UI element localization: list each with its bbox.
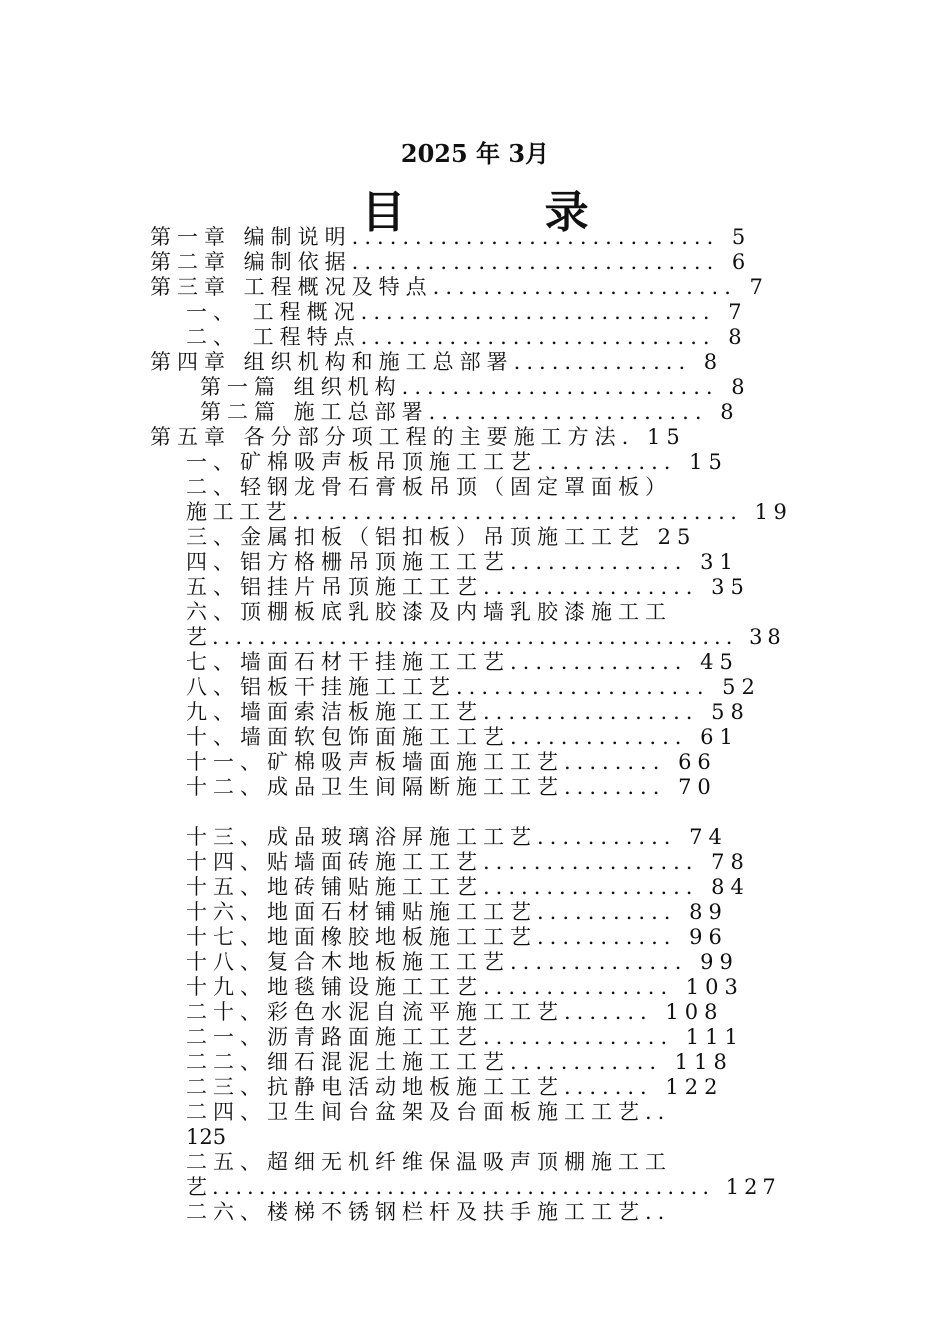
toc-entry[interactable]: 十五、地砖铺贴施工工艺................. 84: [186, 875, 750, 899]
toc-entry[interactable]: 九、墙面索洁板施工工艺................. 58: [186, 700, 750, 724]
toc-entry[interactable]: 二、轻钢龙骨石膏板吊顶（固定罩面板）: [186, 475, 672, 499]
toc-entry[interactable]: 第一篇 组织机构......................... 8: [200, 375, 751, 399]
toc-entry[interactable]: 二三、抗静电活动地板施工工艺....... 122: [186, 1075, 724, 1099]
toc-entry[interactable]: 十二、成品卫生间隔断施工工艺........ 70: [186, 775, 717, 799]
toc-entry[interactable]: 十八、复合木地板施工工艺.............. 99: [186, 950, 739, 974]
toc-entry[interactable]: 125: [186, 1125, 227, 1149]
toc-entry[interactable]: 十三、成品玻璃浴屏施工工艺........... 74: [186, 825, 728, 849]
toc-entry[interactable]: 第四章 组织机构和施工总部署.............. 8: [150, 350, 724, 374]
toc-entry[interactable]: 四、铝方格栅吊顶施工工艺.............. 31: [186, 550, 739, 574]
toc-entry[interactable]: 二五、超细无机纤维保温吸声顶棚施工工: [186, 1150, 672, 1174]
toc-entry[interactable]: 五、铝挂片吊顶施工工艺................. 35: [186, 575, 750, 599]
toc-entry[interactable]: 六、顶棚板底乳胶漆及内墙乳胶漆施工工: [186, 600, 672, 624]
toc-entry[interactable]: 十、墙面软包饰面施工工艺.............. 61: [186, 725, 739, 749]
toc-entry[interactable]: 八、铝板干挂施工工艺.................... 52: [186, 675, 761, 699]
toc-entry[interactable]: 第二篇 施工总部署...................... 8: [200, 400, 740, 424]
toc-entry[interactable]: 第三章 工程概况及特点........................ 7: [150, 275, 769, 299]
toc-entry[interactable]: 十七、地面橡胶地板施工工艺........... 96: [186, 925, 728, 949]
toc-entry[interactable]: 十四、贴墙面砖施工工艺................. 78: [186, 850, 750, 874]
date-line: 2025 年 3月: [400, 139, 550, 168]
toc-entry[interactable]: 十九、地毯铺设施工工艺............... 103: [186, 975, 744, 999]
toc-entry[interactable]: 二二、细石混泥土施工工艺............ 118: [186, 1050, 733, 1074]
toc-entry[interactable]: 艺............................................. 38: [186, 625, 786, 649]
toc-entry[interactable]: 第一章 编制说明............................. 5: [150, 225, 752, 249]
toc-entry[interactable]: 二十、彩色水泥自流平施工工艺....... 108: [186, 1000, 724, 1024]
toc-entry[interactable]: 七、墙面石材干挂施工工艺.............. 45: [186, 650, 739, 674]
toc-entry[interactable]: 二、 工程特点............................ 8: [186, 325, 748, 349]
toc-entry[interactable]: 二一、沥青路面施工工艺............... 111: [186, 1025, 744, 1049]
toc-entry[interactable]: 二四、卫生间台盆架及台面板施工工艺..: [186, 1100, 671, 1124]
toc-heading: 目 录: [361, 187, 651, 238]
toc-entry[interactable]: 第二章 编制依据............................. 6: [150, 250, 752, 274]
toc-entry[interactable]: 施工工艺..................................... 19: [186, 500, 793, 524]
toc-entry[interactable]: 十六、地面石材铺贴施工工艺........... 89: [186, 900, 728, 924]
toc-entry[interactable]: 十一、矿棉吸声板墙面施工工艺........ 66: [186, 750, 717, 774]
toc-entry[interactable]: 二六、楼梯不锈钢栏杆及扶手施工工艺..: [186, 1200, 671, 1224]
toc-entry[interactable]: 一、 工程概况............................ 7: [186, 300, 748, 324]
toc-entry[interactable]: 一、矿棉吸声板吊顶施工工艺........... 15: [186, 450, 728, 474]
toc-entry[interactable]: 三、金属扣板（铝扣板）吊顶施工工艺 25: [186, 525, 697, 549]
toc-entry[interactable]: 艺........................................... 127: [186, 1175, 781, 1199]
toc-entry[interactable]: 第五章 各分部分项工程的主要施工方法. 15: [150, 425, 686, 449]
